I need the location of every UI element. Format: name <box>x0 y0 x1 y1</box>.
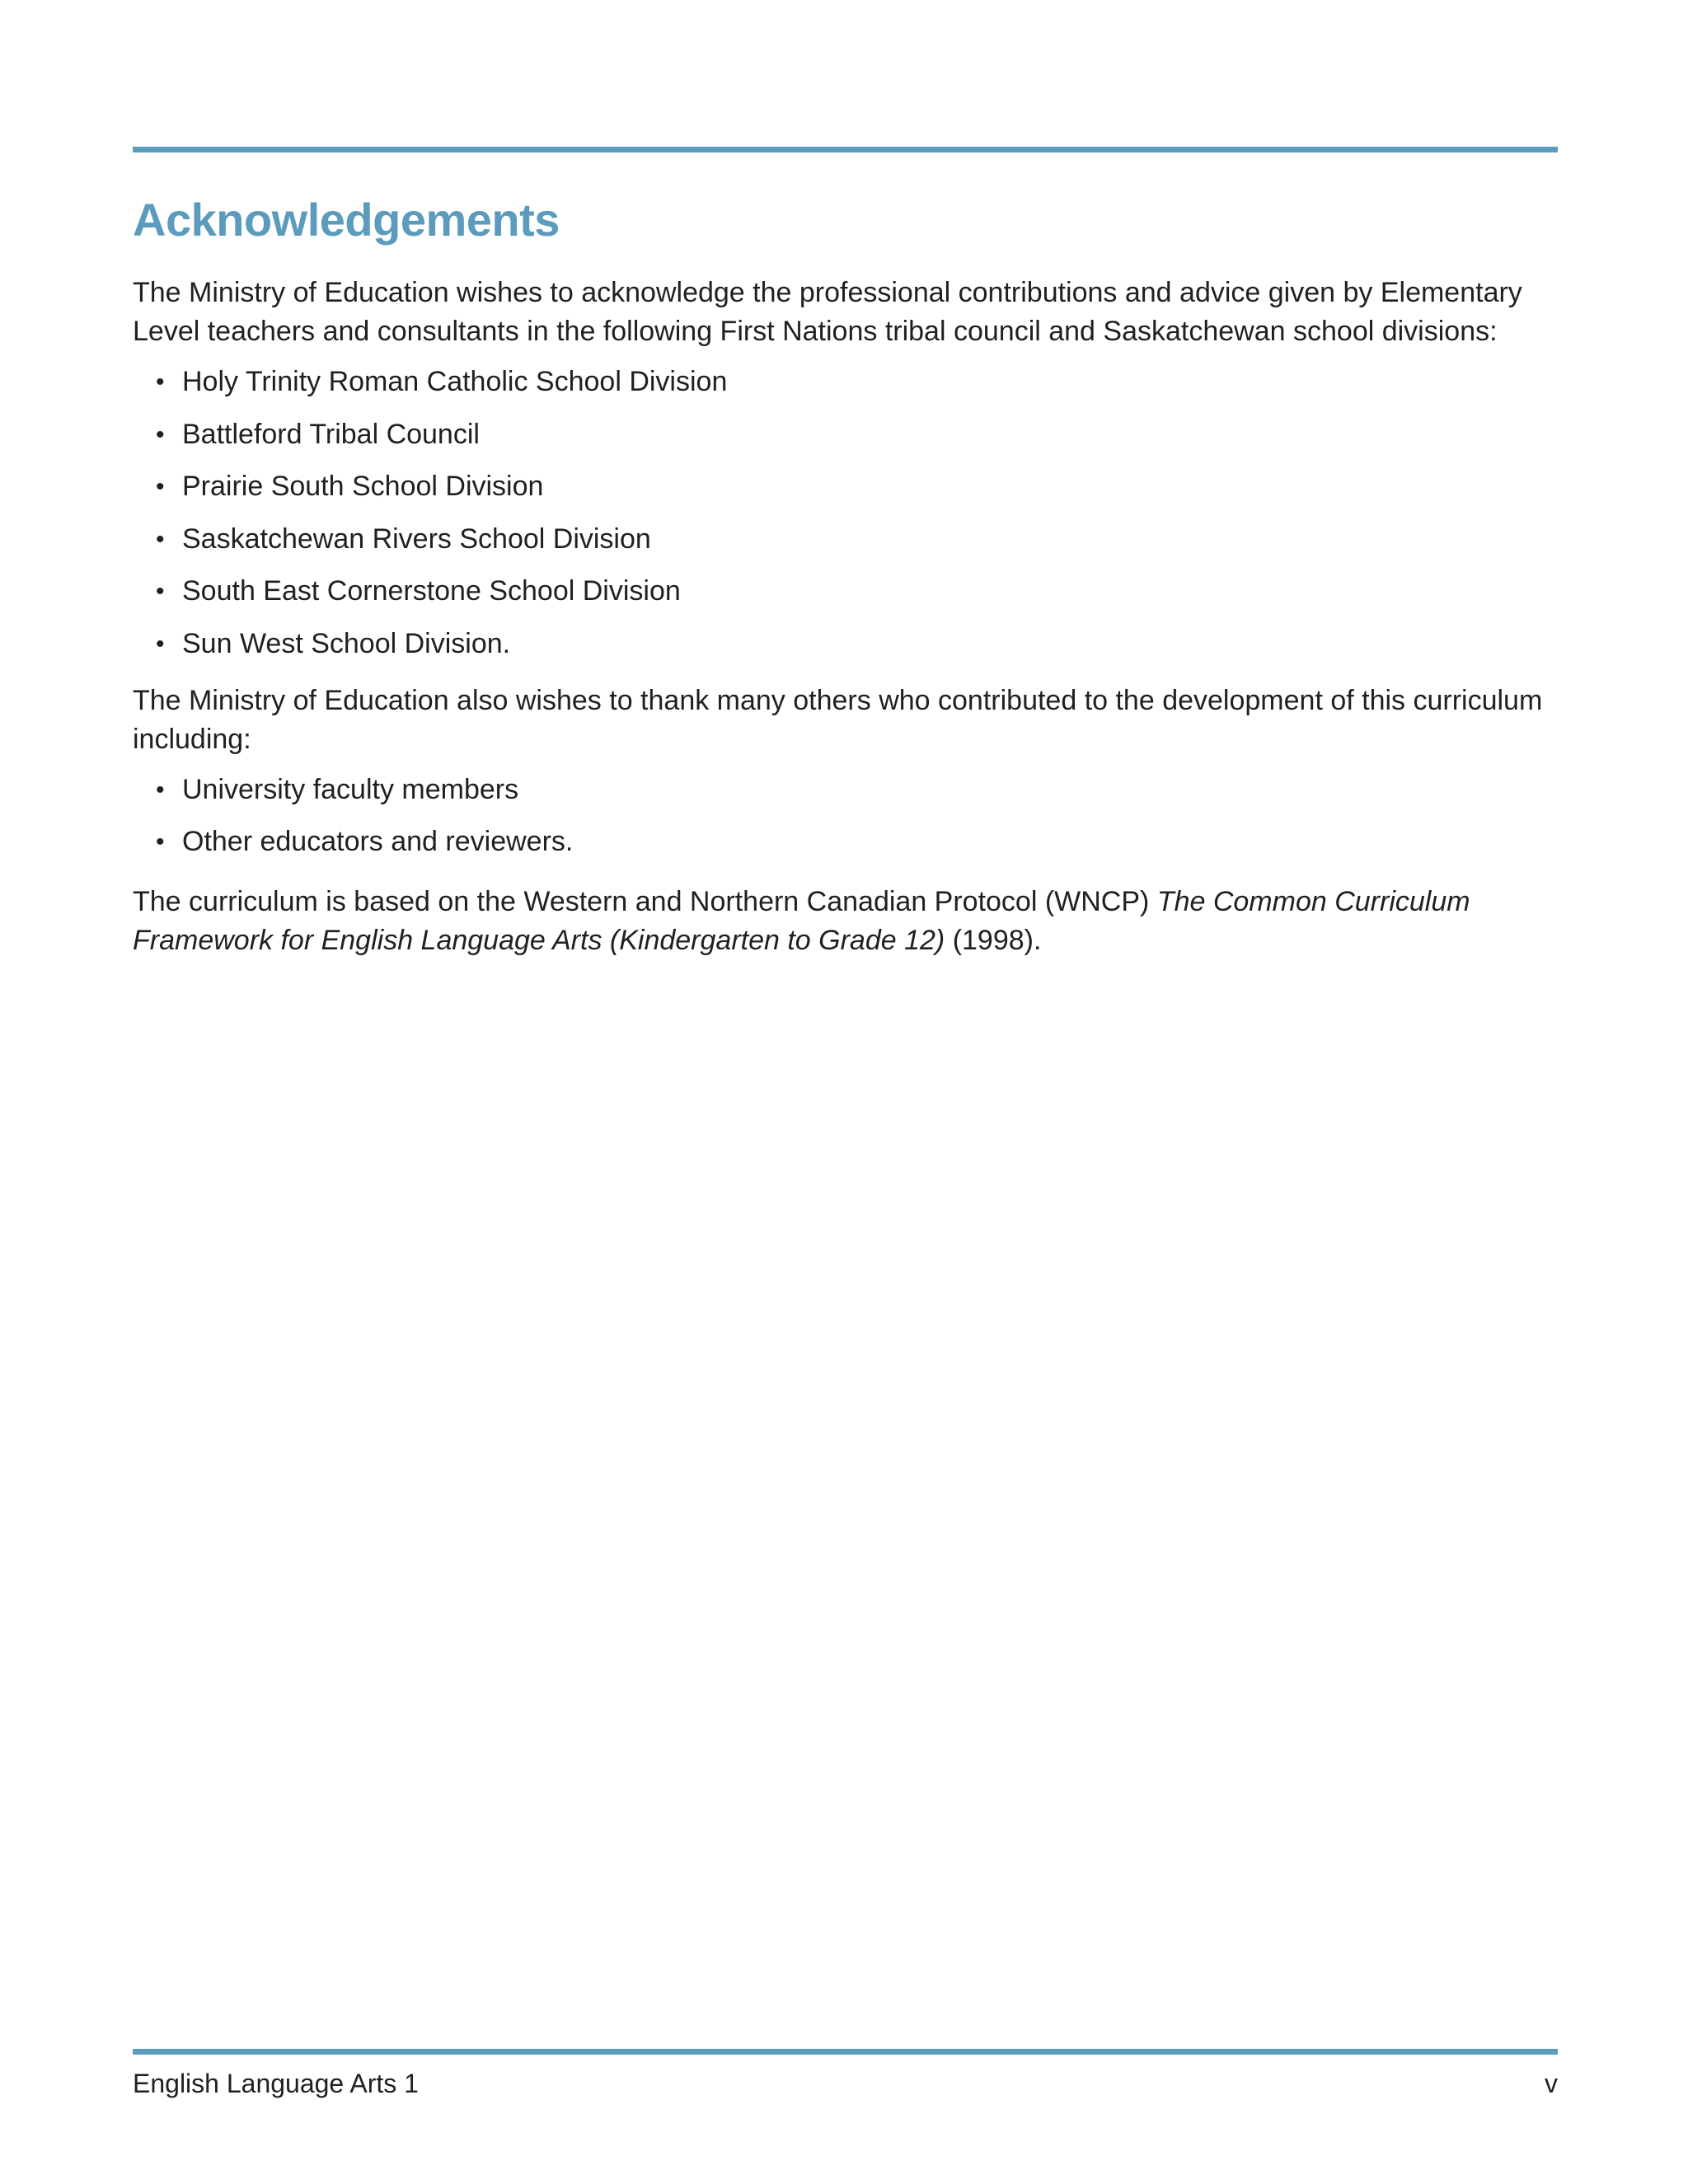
bullet-icon: • <box>156 776 165 804</box>
list-item-text: Sun West School Division. <box>182 627 511 659</box>
list-item <box>133 415 1558 454</box>
bullet-icon: • <box>156 525 165 553</box>
list-item <box>133 625 1558 663</box>
page-content <box>133 188 1558 960</box>
footer-page-number: v <box>1545 2069 1558 2098</box>
footer-document-title: English Language Arts 1 <box>133 2069 419 2098</box>
basis-paragraph <box>133 883 1558 960</box>
bullet-icon: • <box>156 420 165 448</box>
list-item-text: University faculty members <box>182 773 519 805</box>
list-item-text: Battleford Tribal Council <box>182 418 480 450</box>
list-item-text: Saskatchewan Rivers School Division <box>182 523 651 555</box>
list-item <box>133 572 1558 611</box>
list-item-text: Holy Trinity Roman Catholic School Division <box>182 366 728 397</box>
basis-text-after: (1998). <box>945 925 1042 956</box>
bullet-icon: • <box>156 473 165 500</box>
bottom-rule <box>133 2049 1558 2055</box>
list-item <box>133 823 1558 861</box>
page-title: Acknowledgements <box>133 194 560 246</box>
basis-text-before: The curriculum is based on the Western and Northern Canadian Protocol (WNCP) <box>133 886 1157 917</box>
list-item-text: Prairie South School Division <box>182 471 544 502</box>
thanks-paragraph: The Ministry of Education also wishes to thank many others who contributed to the development of this curriculum including: <box>133 684 1543 755</box>
bullet-icon: • <box>156 368 165 396</box>
top-rule <box>133 147 1558 152</box>
list-item <box>133 467 1558 506</box>
others-list <box>133 771 1558 862</box>
list-item <box>133 363 1558 401</box>
list-item-text: Other educators and reviewers. <box>182 826 574 857</box>
bullet-icon: • <box>156 578 165 605</box>
list-item-text: South East Cornerstone School Division <box>182 575 681 607</box>
divisions-list <box>133 363 1558 663</box>
list-item <box>133 520 1558 559</box>
bullet-icon: • <box>156 828 165 855</box>
framework-title: The Common Curriculum Framework for English Language Arts (Kindergarten to Grade 12) <box>133 886 1470 956</box>
list-item <box>133 771 1558 809</box>
bullet-icon: • <box>156 630 165 658</box>
intro-paragraph: The Ministry of Education wishes to acknowledge the professional contributions and advice given by Elementary Level teachers and consultants in the following First Nations tribal council and Saskatchewan school divisions: <box>133 277 1522 347</box>
